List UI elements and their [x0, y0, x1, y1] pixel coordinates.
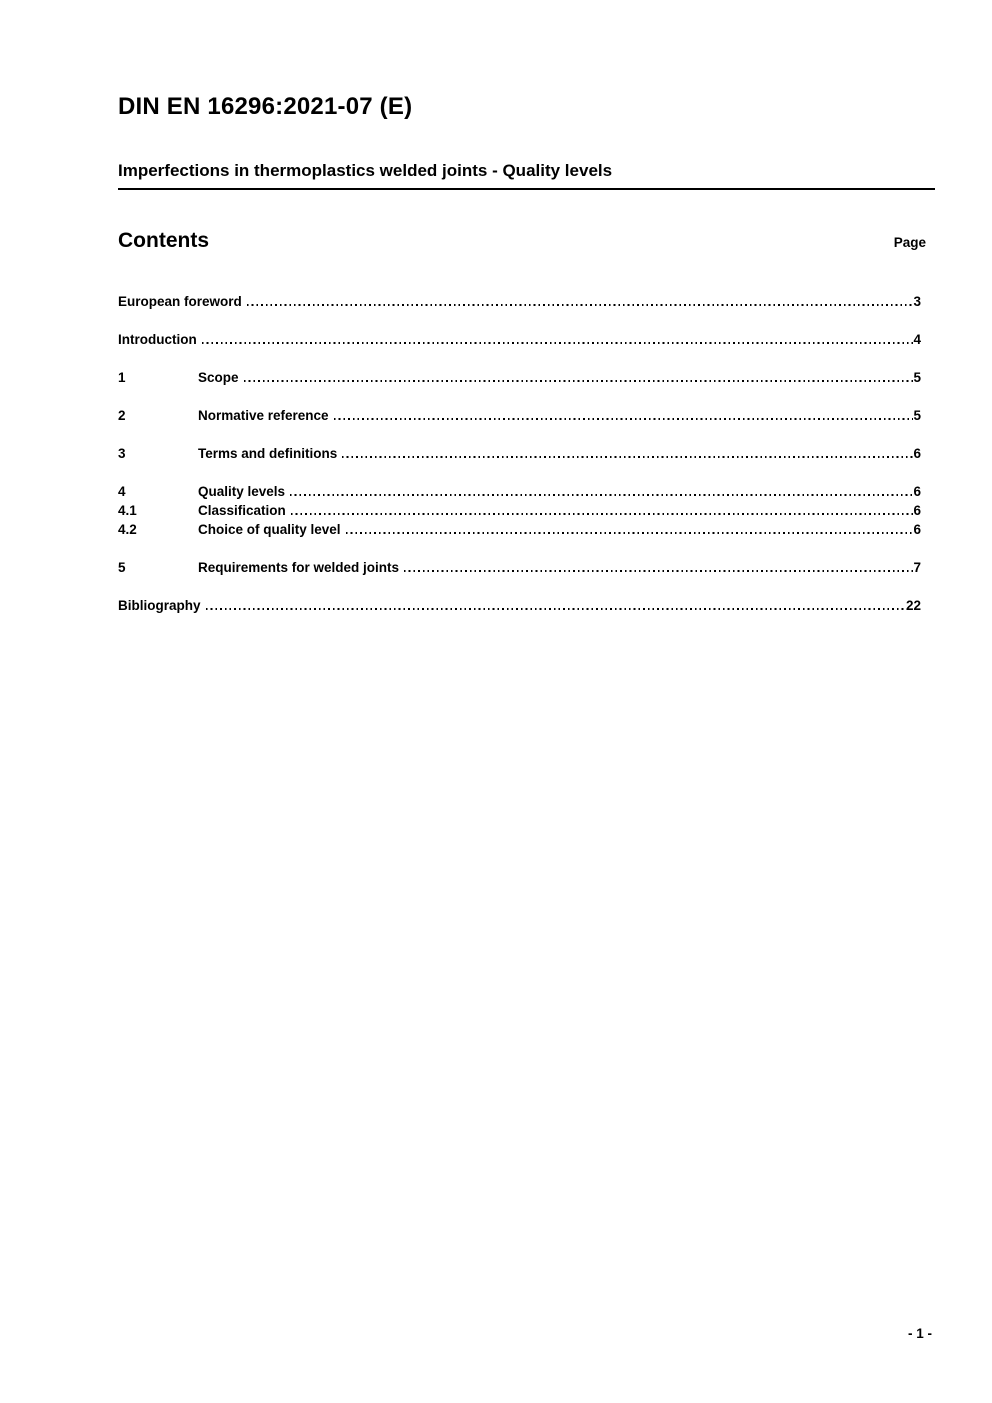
- toc-leader-dots: [247, 304, 914, 306]
- toc-entry-label: Classification: [198, 503, 286, 518]
- toc-leader-dots: [291, 513, 914, 515]
- toc-entry-number: 2: [118, 408, 126, 423]
- toc-entry[interactable]: [118, 406, 935, 425]
- toc-entry-page: 7: [913, 560, 921, 575]
- toc-entry-label: Quality levels: [198, 484, 286, 499]
- contents-header-row: [118, 228, 935, 254]
- toc-entry[interactable]: [118, 520, 935, 539]
- toc-entry-number: 3: [118, 446, 126, 461]
- toc-leader-dots: [290, 494, 913, 496]
- toc-entry-number: 4: [118, 484, 126, 499]
- page-content: [118, 0, 935, 634]
- toc-entry[interactable]: [118, 444, 935, 463]
- toc-entry[interactable]: [118, 292, 935, 311]
- toc-entry-number: 1: [118, 370, 126, 385]
- toc-entry[interactable]: [118, 596, 935, 615]
- toc-entry-number: 4.2: [118, 522, 137, 537]
- toc-entry-label: Requirements for welded joints: [198, 560, 400, 575]
- toc-entry-label: European foreword: [118, 294, 242, 309]
- toc-leader-dots: [206, 608, 906, 610]
- toc-entry[interactable]: [118, 368, 935, 387]
- toc-leader-dots: [202, 342, 914, 344]
- table-of-contents: [118, 292, 935, 615]
- toc-entry-label: Introduction: [118, 332, 197, 347]
- document-title: DIN EN 16296:2021-07 (E): [118, 93, 413, 120]
- toc-entry-label: Terms and definitions: [198, 446, 338, 461]
- toc-entry-number: 4.1: [118, 503, 137, 518]
- toc-entry-label: Normative reference: [198, 408, 329, 423]
- toc-entry-number: 5: [118, 560, 126, 575]
- toc-entry-page: 5: [913, 370, 921, 385]
- toc-entry-page: 6: [913, 503, 921, 518]
- toc-entry-page: 3: [913, 294, 921, 309]
- toc-entry-page: 22: [905, 598, 921, 613]
- contents-heading: Contents: [118, 229, 209, 252]
- toc-entry[interactable]: [118, 330, 935, 349]
- toc-entry-label: Bibliography: [118, 598, 201, 613]
- toc-leader-dots: [346, 532, 914, 534]
- toc-entry[interactable]: [118, 501, 935, 520]
- toc-entry-page: 5: [913, 408, 921, 423]
- toc-leader-dots: [244, 380, 914, 382]
- toc-entry-page: 6: [913, 484, 921, 499]
- toc-entry-page: 6: [913, 446, 921, 461]
- toc-entry[interactable]: [118, 482, 935, 501]
- toc-leader-dots: [334, 418, 914, 420]
- toc-entry-label: Choice of quality level: [198, 522, 341, 537]
- toc-leader-dots: [404, 570, 913, 572]
- toc-entry-page: 4: [913, 332, 921, 347]
- toc-entry-page: 6: [913, 522, 921, 537]
- toc-entry-label: Scope: [198, 370, 239, 385]
- page-column-label: Page: [893, 235, 926, 250]
- document-subtitle: Imperfections in thermoplastics welded joints - Quality levels: [118, 161, 935, 190]
- toc-leader-dots: [342, 456, 913, 458]
- toc-entry[interactable]: [118, 558, 935, 577]
- footer-page-number: - 1 -: [907, 1326, 932, 1341]
